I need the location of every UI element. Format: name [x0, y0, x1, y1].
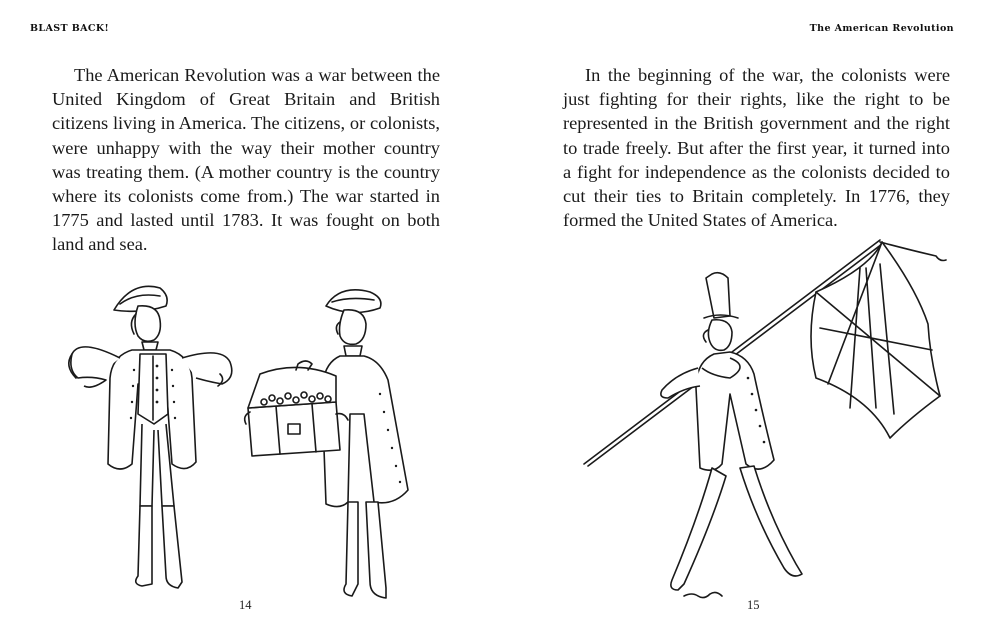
soldier-carrying-flag-illustration [580, 228, 960, 613]
page-number-right: 15 [747, 598, 760, 612]
right-paragraph: In the beginning of the war, the colonists were just fighting for their rights, like the right to be represented in the British government and the right to trade freely. But after the first year, it turned into a fight for independence as the colonists decided to cut their ties to Britain completely. In 1776, they formed the United States of America. [563, 65, 950, 231]
left-paragraph: The American Revolution was a war between the United Kingdom of Great Britain and British citizens living in America. The citizens, or colonists, were unhappy with the way their mother country was treating them. (A mother country is the country where its colonists come from.) The war started in 1775 and lasted until 1783. It was fought on both land and sea. [52, 65, 440, 255]
running-head-chapter-title: The American Revolution [809, 23, 954, 34]
page-number-left: 14 [239, 598, 252, 612]
colonist-hands-on-hips-illustration [62, 274, 242, 604]
right-page [500, 0, 1000, 636]
running-head-book-title: BLAST BACK! [30, 23, 110, 34]
officer-with-treasure-chest-illustration [240, 284, 430, 604]
